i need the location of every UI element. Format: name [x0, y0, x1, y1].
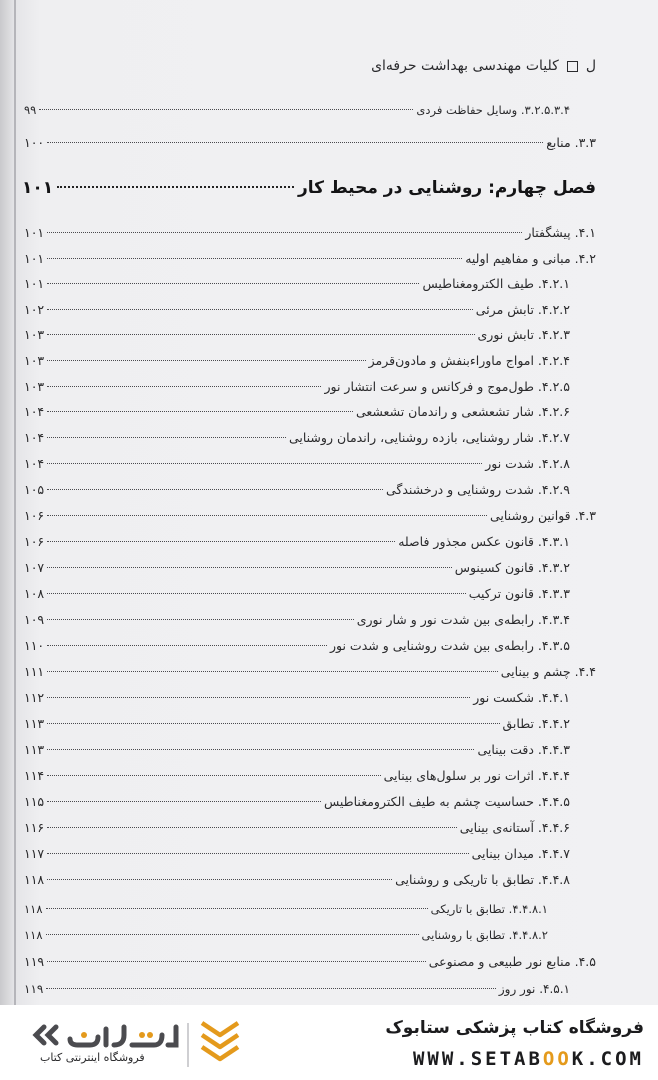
leader-dots — [47, 283, 419, 284]
toc-entry-label: ۴.۲.۷. شار روشنایی، بازده روشنایی، راندمان روشنایی — [288, 430, 570, 445]
toc-entry — [24, 794, 570, 809]
store-banner — [0, 1005, 658, 1080]
toc-entry — [24, 276, 570, 291]
toc-entry — [24, 508, 596, 523]
toc-entry-label: ۴.۲. مبانی و مفاهیم اولیه — [465, 251, 596, 266]
toc-entry-label: ۴.۴.۴. اثرات نور بر سلول‌های بینایی — [383, 768, 570, 783]
leader-dots — [47, 489, 383, 490]
toc-entry-label: ۴.۲.۵. طول‌موج و فرکانس و سرعت انتشار نور — [324, 379, 570, 394]
toc-entry-page: ۱۰۱ — [24, 276, 45, 291]
toc-entry-label: ۴.۲.۶. شار تشعشعی و راندمان تشعشعی — [355, 404, 570, 419]
pre-toc-entry — [24, 135, 596, 150]
toc-entry-page: ۱۰۲ — [24, 302, 45, 317]
toc-entry-label: ۴.۳.۵. رابطه‌ی بین شدت روشنایی و شدت نور — [329, 638, 570, 653]
toc-entry-page: ۱۰۳ — [24, 353, 45, 368]
leader-dots — [47, 309, 473, 310]
store-url[interactable] — [413, 1048, 644, 1070]
leader-dots — [47, 515, 487, 516]
leader-dots — [47, 723, 499, 724]
leader-dots — [47, 961, 426, 962]
chapter-page: ۱۰۱ — [22, 178, 54, 198]
toc-entry — [24, 690, 570, 705]
toc-entry-page: ۱۰۴ — [24, 430, 45, 445]
toc-entry-label: ۴.۳. قوانین روشنایی — [489, 508, 596, 523]
toc-entry-page: ۱۰۶ — [24, 534, 45, 549]
toc-entry — [24, 560, 570, 575]
toc-entry-label: ۴.۴.۲. تطابق — [502, 716, 570, 731]
toc-entry — [24, 846, 570, 861]
toc-entry-page: ۱۱۶ — [24, 820, 45, 835]
toc-entry-page: ۱۱۸ — [24, 928, 43, 942]
toc-entry-page: ۱۰۱ — [24, 225, 45, 240]
leader-dots — [47, 853, 468, 854]
header-title: کلیات مهندسی بهداشت حرفه‌ای — [371, 58, 559, 74]
chapter-leader-dots — [57, 186, 294, 188]
leader-dots — [46, 988, 496, 989]
leader-dots — [47, 258, 462, 259]
leader-dots — [47, 879, 392, 880]
url-o1: O — [542, 1048, 558, 1070]
leader-dots — [47, 567, 452, 568]
toc-entry — [24, 353, 570, 368]
page-binding-edge — [14, 0, 16, 1005]
toc-entry-page: ۱۰۸ — [24, 586, 45, 601]
toc-entry-label: ۴.۴.۸. تطابق با تاریکی و روشنایی — [395, 872, 570, 887]
leader-dots — [47, 801, 321, 802]
toc-entry — [24, 742, 570, 757]
url-part2: K.COM — [571, 1048, 644, 1070]
leader-dots — [47, 411, 353, 412]
toc-entry-page: ۱۰۹ — [24, 612, 45, 627]
toc-entry-page: ۱۰۳ — [24, 379, 45, 394]
toc-entry-label: ۴.۵.۱. نور روز — [498, 982, 570, 996]
toc-entry — [24, 612, 570, 627]
leader-dots — [46, 934, 419, 935]
toc-entry — [24, 534, 570, 549]
logo-tagline: فروشگاه اینترنتی کتاب — [40, 1051, 145, 1064]
toc-entry-label: ۴.۳.۲. قانون کسینوس — [454, 560, 570, 575]
toc-entry — [24, 482, 570, 497]
toc-entry-page: ۱۱۲ — [24, 690, 45, 705]
leader-dots — [47, 437, 286, 438]
leader-dots — [47, 593, 466, 594]
toc-entry-label: ۴.۴.۱. شکست نور — [473, 690, 570, 705]
leader-dots — [47, 749, 474, 750]
leader-dots — [47, 775, 380, 776]
leader-dots — [47, 386, 321, 387]
toc-entry-page: ۱۰۷ — [24, 560, 45, 575]
leader-dots — [47, 541, 395, 542]
toc-entry-page: ۱۰۳ — [24, 327, 45, 342]
toc-entry — [24, 251, 596, 266]
toc-entry-page: ۱۱۰ — [24, 638, 45, 653]
leader-dots — [47, 645, 327, 646]
toc-entry-label: ۴.۲.۴. امواج ماوراءبنفش و مادون‌قرمز — [368, 353, 570, 368]
toc-entry-page: ۱۰۱ — [24, 251, 45, 266]
square-icon — [567, 61, 578, 72]
toc-entry-label: ۴.۴.۸.۱. تطابق با تاریکی — [430, 902, 548, 916]
toc-entry-page: ۱۰۵ — [24, 482, 45, 497]
toc-entry-page: ۱۰۶ — [24, 508, 45, 523]
store-name: فروشگاه کتاب پزشکی ستابوک — [385, 1018, 644, 1038]
store-logo — [14, 1015, 264, 1073]
toc-entry-page: ۱۱۹ — [24, 982, 44, 996]
toc-entry-page: ۹۹ — [24, 103, 37, 117]
toc-entry-label: ۴.۲.۱. طیف الکترومغناطیس — [422, 276, 570, 291]
toc-entry — [24, 404, 570, 419]
toc-entry-page: ۱۰۴ — [24, 404, 45, 419]
toc-entry — [24, 982, 570, 996]
url-part1: WWW.SETAB — [412, 1048, 543, 1070]
toc-entry-page: ۱۰۰ — [24, 135, 45, 150]
leader-dots — [47, 671, 498, 672]
leader-dots — [47, 142, 543, 143]
pre-toc-entry — [24, 103, 570, 117]
toc-entry — [24, 586, 570, 601]
toc-entry-page: ۱۱۱ — [24, 664, 45, 679]
chapter-title: فصل چهارم: روشنایی در محیط کار — [297, 178, 596, 198]
leader-dots — [39, 109, 413, 110]
toc-entry-label: ۴.۳.۱. قانون عکس مجذور فاصله — [398, 534, 570, 549]
toc-entry — [24, 664, 596, 679]
toc-entry — [24, 954, 596, 969]
toc-entry-page: ۱۱۹ — [24, 954, 45, 969]
toc-entry — [24, 928, 548, 942]
leader-dots — [47, 697, 470, 698]
toc-entry — [24, 327, 570, 342]
toc-entry-label: ۴.۴.۳. دقت بینایی — [477, 742, 570, 757]
toc-entry — [24, 379, 570, 394]
toc-entry-page: ۱۰۴ — [24, 456, 45, 471]
toc-entry-page: ۱۱۵ — [24, 794, 45, 809]
toc-entry-page: ۱۱۸ — [24, 902, 43, 916]
toc-entry — [24, 456, 570, 471]
toc-entry — [24, 302, 570, 317]
toc-entry-label: ۴.۴.۸.۲. تطابق با روشنایی — [421, 928, 548, 942]
toc-entry — [24, 768, 570, 783]
toc-entry — [24, 872, 570, 887]
toc-entry — [24, 820, 570, 835]
setabook-logo-icon — [14, 1015, 264, 1073]
toc-entry — [24, 902, 548, 916]
toc-entry-label: ۴.۳.۴. رابطه‌ی بین شدت نور و شار نوری — [356, 612, 570, 627]
toc-entry-label: ۴.۴.۷. میدان بینایی — [471, 846, 570, 861]
toc-entry-label: ۴.۱. پیشگفتار — [525, 225, 596, 240]
toc-entry-page: ۱۱۸ — [24, 872, 45, 887]
toc-entry-page: ۱۱۳ — [24, 716, 45, 731]
toc-entry — [24, 430, 570, 445]
toc-entry — [24, 225, 596, 240]
chapter-heading — [22, 178, 596, 198]
toc-entry-page: ۱۱۳ — [24, 742, 45, 757]
toc-entry-label: ۴.۲.۲. تابش مرئی — [475, 302, 570, 317]
leader-dots — [47, 334, 474, 335]
toc-entry-label: ۴.۲.۹. شدت روشنایی و درخشندگی — [385, 482, 570, 497]
toc-entry-label: ۴.۲.۳. تابش نوری — [477, 327, 570, 342]
leader-dots — [47, 463, 482, 464]
toc-entry-label: ۴.۴.۶. آستانه‌ی بینایی — [459, 820, 570, 835]
page-letter: ل — [585, 58, 596, 74]
leader-dots — [47, 232, 522, 233]
running-header — [371, 58, 596, 74]
leader-dots — [47, 619, 354, 620]
toc-entry — [24, 716, 570, 731]
url-o2: O — [557, 1048, 572, 1070]
toc-entry-label: ۴.۵. منابع نور طبیعی و مصنوعی — [428, 954, 596, 969]
leader-dots — [47, 360, 365, 361]
toc-entry — [24, 638, 570, 653]
toc-entry-page: ۱۱۴ — [24, 768, 45, 783]
leader-dots — [47, 827, 457, 828]
toc-entry-page: ۱۱۷ — [24, 846, 45, 861]
toc-entry-label: ۳.۳. منابع — [546, 135, 596, 150]
toc-entry-label: ۴.۴. چشم و بینایی — [500, 664, 596, 679]
toc-entry-label: ۴.۲.۸. شدت نور — [485, 456, 570, 471]
leader-dots — [46, 908, 428, 909]
toc-entry-label: ۴.۳.۳. قانون ترکیب — [468, 586, 570, 601]
toc-entry-label: ۴.۴.۵. حساسیت چشم به طیف الکترومغناطیس — [323, 794, 570, 809]
toc-entry-label: ۳.۲.۵.۳.۴. وسایل حفاظت فردی — [416, 103, 570, 117]
